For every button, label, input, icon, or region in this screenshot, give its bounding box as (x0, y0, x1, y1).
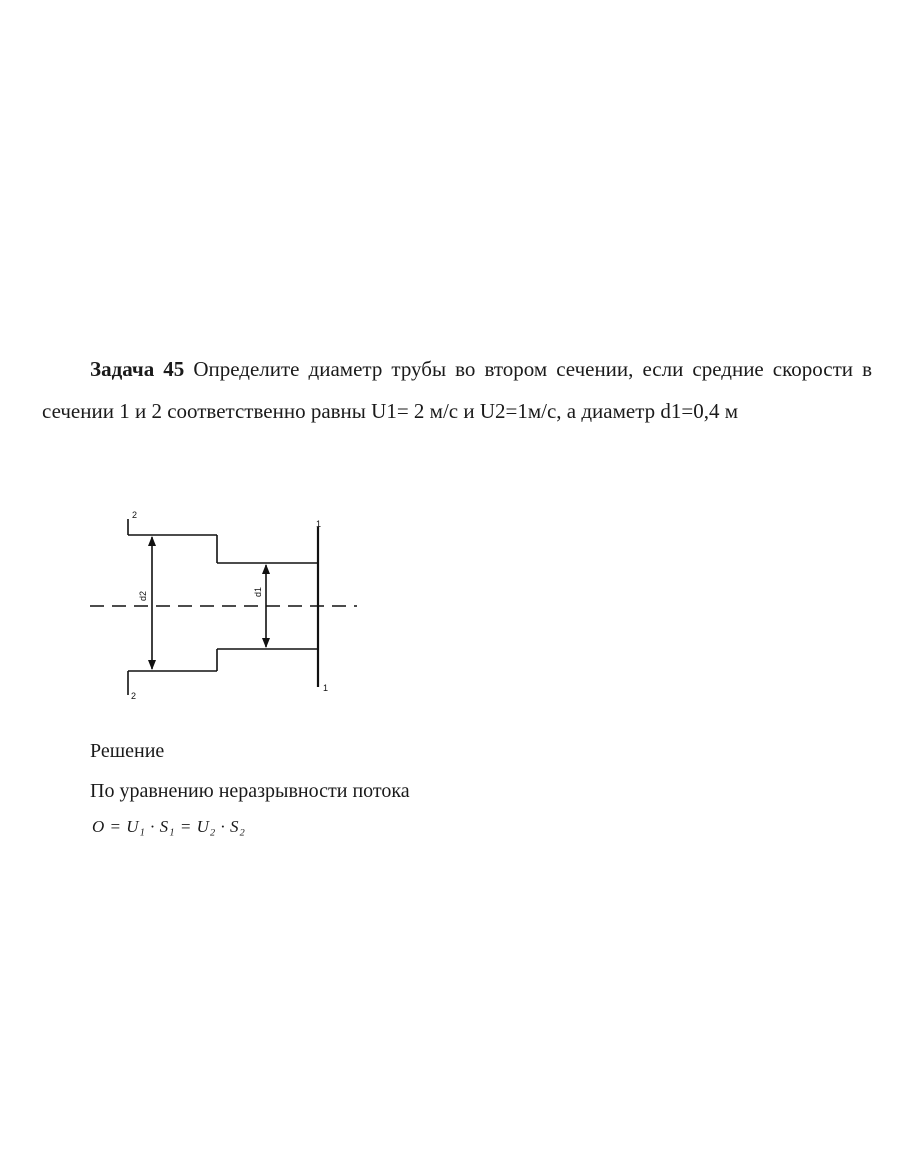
section-2-label-bottom: 2 (131, 691, 137, 701)
pipe-diagram (80, 505, 370, 705)
d2-label: d2 (138, 590, 148, 601)
d1-arrow-top (262, 564, 270, 574)
problem-heading: Задача 45 (90, 357, 185, 381)
problem-text: Определите диаметр трубы во втором сечении, если средние скорости в сечении 1 и 2 соответственно равны U1= 2 м/с и U2=1м/с, а диаметр d1=0,4 м (42, 357, 872, 423)
solution-line-1: По уравнению неразрывности потока (90, 780, 410, 802)
section-1-label-top: 1 (316, 519, 322, 529)
section-2-label-top: 2 (132, 510, 138, 520)
d1-arrow-bottom (262, 638, 270, 648)
d1-label: d1 (253, 586, 263, 597)
d2-arrow-top (148, 536, 156, 546)
pipe-diagram-svg (80, 505, 370, 705)
problem-statement (42, 348, 872, 432)
solution-block (90, 731, 410, 811)
section-1-label-bottom: 1 (323, 683, 329, 693)
d2-arrow-bottom (148, 660, 156, 670)
solution-heading: Решение (90, 740, 165, 762)
continuity-formula: O = U₁ · S₁ = U₂ · S₂ (92, 817, 246, 836)
